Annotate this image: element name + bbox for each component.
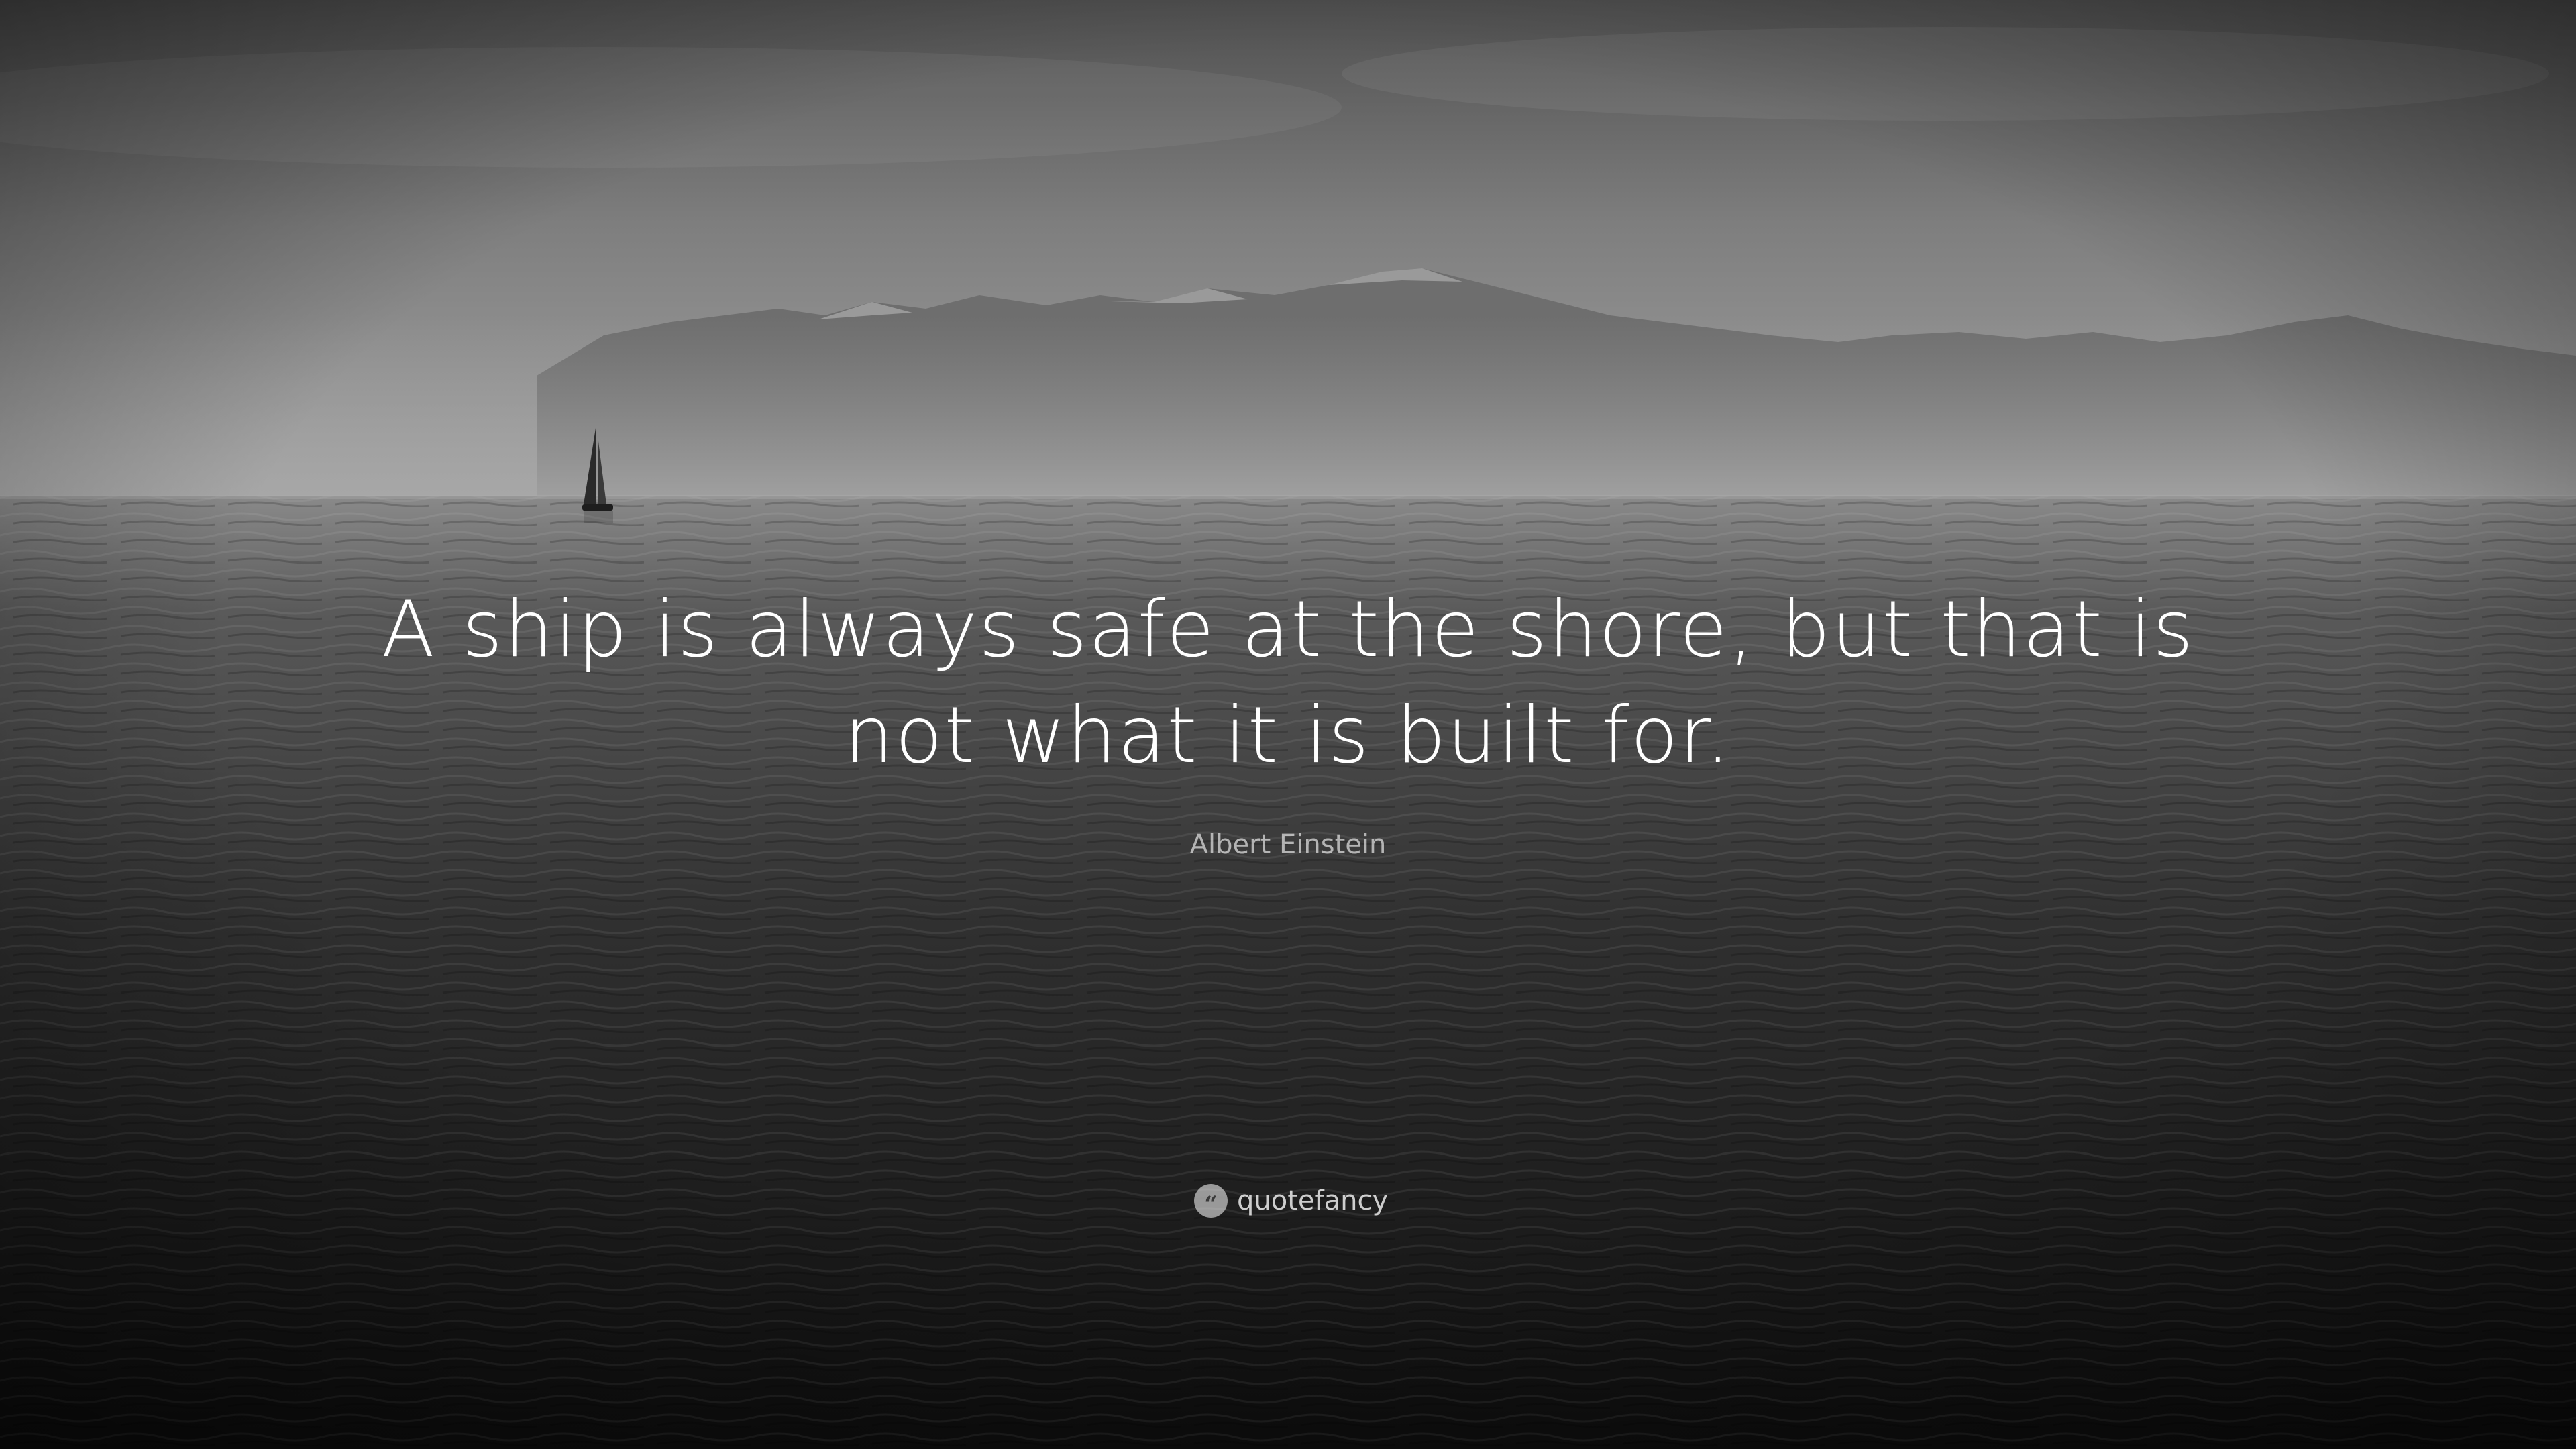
quote-mark-icon: “ xyxy=(1194,1184,1228,1218)
brand-watermark xyxy=(1194,1182,1388,1220)
brand-name: quotefancy xyxy=(1237,1185,1389,1216)
quote-author: Albert Einstein xyxy=(1189,829,1387,860)
quote-text: A ship is always safe at the shore, but that is not what it is built for. xyxy=(381,584,2195,781)
quote-block xyxy=(0,577,2576,789)
